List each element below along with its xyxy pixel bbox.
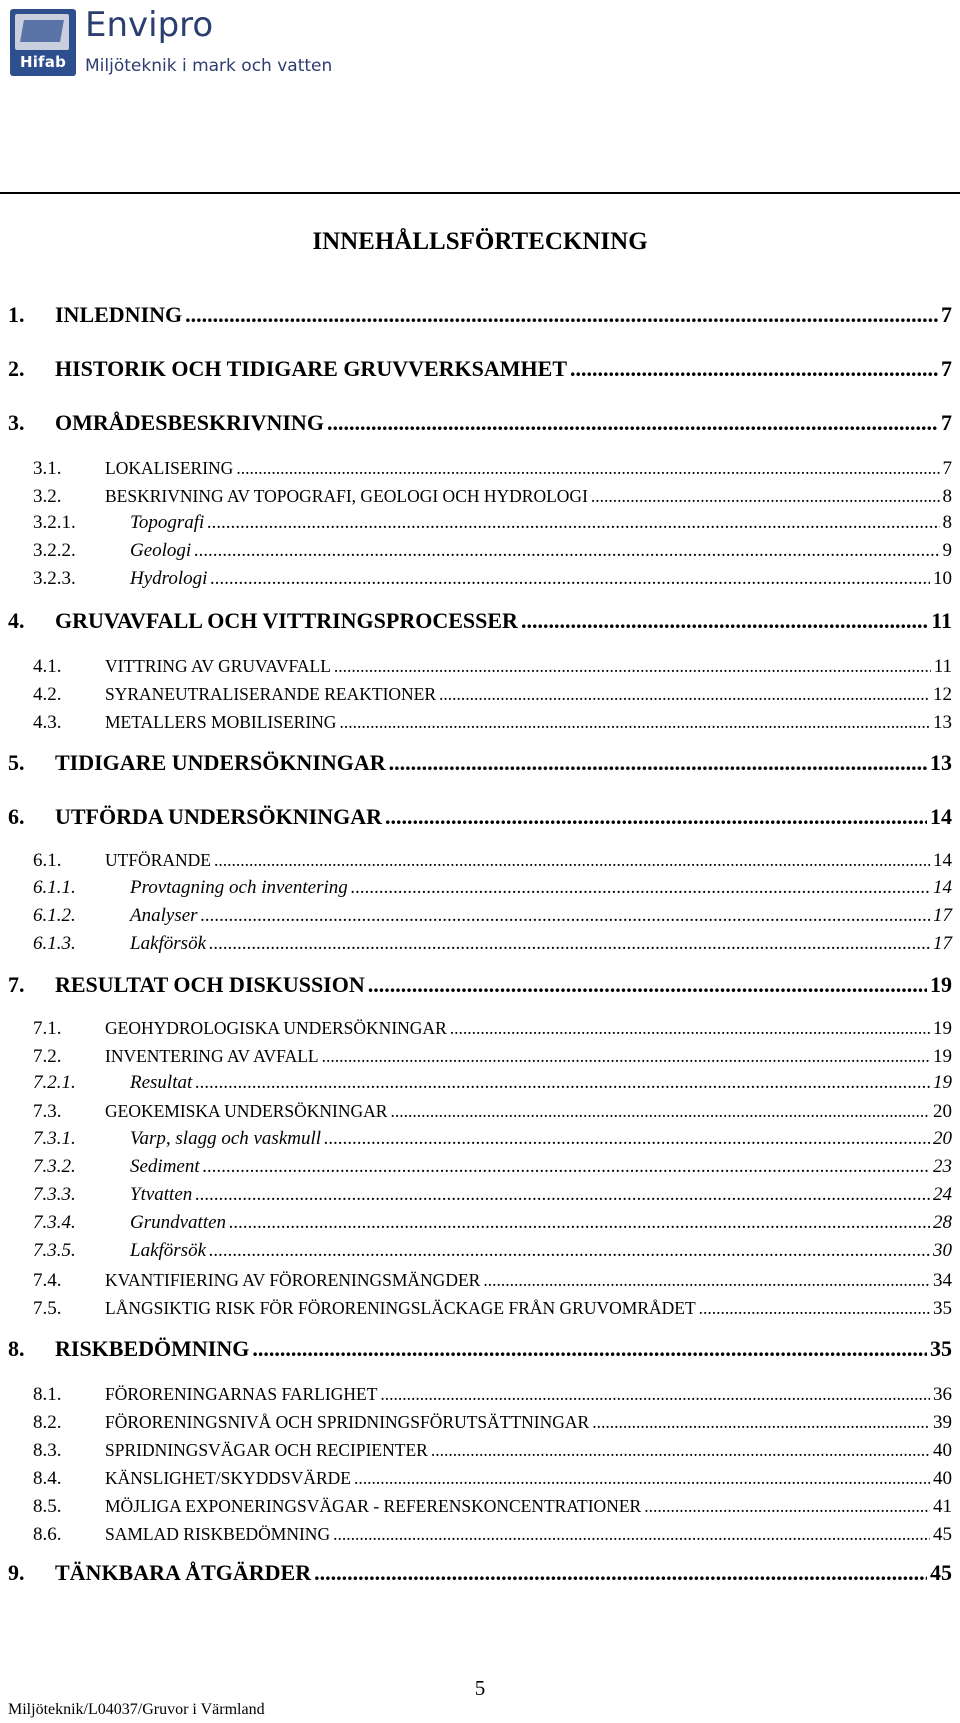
toc-entry-title: FÖRORENINGSNIVÅ OCH SPRIDNINGSFÖRUTSÄTTNINGAR <box>105 1412 590 1432</box>
toc-entry-number: 1. <box>8 302 25 327</box>
toc-entry-5[interactable] <box>8 750 952 776</box>
brand-tagline: Miljöteknik i mark och vatten <box>85 56 333 76</box>
toc-entry-title: METALLERS MOBILISERING <box>105 712 337 732</box>
toc-entry-3-2[interactable] <box>8 486 952 508</box>
toc-entry-title: KÄNSLIGHET/SKYDDSVÄRDE <box>105 1468 351 1488</box>
toc-entry-title: KVANTIFIERING AV FÖRORENINGSMÄNGDER <box>105 1270 481 1290</box>
toc-leader-dots <box>327 410 938 436</box>
toc-entry-number: 8.1. <box>33 1384 62 1405</box>
toc-entry-8-4[interactable] <box>8 1468 952 1490</box>
toc-entry-page: 12 <box>933 684 952 705</box>
toc-entry-title: BESKRIVNING AV TOPOGRAFI, GEOLOGI OCH HYDROLOGI <box>105 486 588 506</box>
toc-entry-number: 3. <box>8 410 25 435</box>
toc-entry-8-2[interactable] <box>8 1412 952 1434</box>
toc-entry-page: 7 <box>941 356 952 381</box>
toc-leader-dots <box>390 1101 930 1122</box>
toc-leader-dots <box>483 1270 930 1291</box>
toc-entry-number: 7.1. <box>33 1018 62 1039</box>
toc-entry-number: 7.3.1. <box>33 1128 76 1149</box>
toc-entry-1[interactable] <box>8 302 952 328</box>
toc-entry-number: 7.3.4. <box>33 1212 76 1233</box>
toc-entry-7-3[interactable] <box>8 1101 952 1123</box>
toc-entry-number: 8. <box>8 1336 25 1361</box>
toc-entry-title: INLEDNING <box>55 302 183 327</box>
toc-entry-title: Analyser <box>130 905 198 926</box>
toc-entry-page: 45 <box>930 1560 952 1585</box>
toc-leader-dots <box>210 568 930 590</box>
toc-entry-title: SPRIDNINGSVÄGAR OCH RECIPIENTER <box>105 1440 428 1460</box>
toc-entry-4-3[interactable] <box>8 712 952 734</box>
toc-entry-7-4[interactable] <box>8 1270 952 1292</box>
toc-entry-6[interactable] <box>8 804 952 830</box>
toc-entry-page: 14 <box>933 877 952 898</box>
toc-entry-2[interactable] <box>8 356 952 382</box>
toc-entry-number: 2. <box>8 356 25 381</box>
toc-entry-number: 8.5. <box>33 1496 62 1517</box>
toc-entry-4-2[interactable] <box>8 684 952 706</box>
toc-entry-7-3-3[interactable] <box>8 1184 952 1206</box>
toc-leader-dots <box>214 850 930 871</box>
toc-leader-dots <box>699 1298 930 1319</box>
toc-entry-page: 40 <box>933 1440 952 1461</box>
toc-entry-page: 13 <box>933 712 952 733</box>
toc-entry-page: 34 <box>933 1270 952 1291</box>
toc-entry-page: 14 <box>933 850 952 871</box>
toc-entry-8-3[interactable] <box>8 1440 952 1462</box>
toc-entry-number: 8.4. <box>33 1468 62 1489</box>
toc-entry-title: Lakförsök <box>130 1240 206 1261</box>
toc-entry-number: 6. <box>8 804 25 829</box>
toc-entry-number: 3.2.1. <box>33 512 76 533</box>
toc-entry-title: Varp, slagg och vaskmull <box>130 1128 322 1149</box>
toc-entry-number: 7.2.1. <box>33 1072 76 1093</box>
toc-leader-dots <box>380 1384 930 1405</box>
toc-entry-number: 7.4. <box>33 1270 62 1291</box>
toc-entry-title: Sediment <box>130 1156 200 1177</box>
toc-entry-page: 39 <box>933 1412 952 1433</box>
toc-entry-page: 10 <box>933 568 952 589</box>
toc-entry-7-2-1[interactable] <box>8 1072 952 1094</box>
toc-entry-page: 41 <box>933 1496 952 1517</box>
toc-entry-number: 9. <box>8 1560 25 1585</box>
toc-entry-title: TIDIGARE UNDERSÖKNINGAR <box>55 750 386 775</box>
toc-entry-7-3-4[interactable] <box>8 1212 952 1234</box>
toc-leader-dots <box>207 512 939 534</box>
toc-leader-dots <box>333 1524 930 1545</box>
toc-entry-title: GRUVAVFALL OCH VITTRINGSPROCESSER <box>55 608 518 633</box>
toc-entry-7[interactable] <box>8 972 952 998</box>
toc-entry-title: RISKBEDÖMNING <box>55 1336 250 1361</box>
toc-leader-dots <box>368 972 927 998</box>
toc-leader-dots <box>592 1412 930 1433</box>
toc-entry-page: 9 <box>942 540 952 561</box>
toc-leader-dots <box>236 458 939 479</box>
toc-entry-title: UTFÖRANDE <box>105 850 211 870</box>
toc-leader-dots <box>322 1046 930 1067</box>
toc-entry-page: 19 <box>933 1072 952 1093</box>
toc-entry-page: 7 <box>941 410 952 435</box>
toc-leader-dots <box>201 905 930 927</box>
toc-entry-8[interactable] <box>8 1336 952 1362</box>
toc-entry-number: 8.6. <box>33 1524 62 1545</box>
toc-entry-7-3-1[interactable] <box>8 1128 952 1150</box>
toc-leader-dots <box>351 877 930 899</box>
toc-entry-9[interactable] <box>8 1560 952 1586</box>
toc-entry-page: 17 <box>933 933 952 954</box>
toc-leader-dots <box>521 608 928 634</box>
toc-entry-page: 11 <box>931 608 952 633</box>
toc-entry-title: Lakförsök <box>130 933 206 954</box>
toc-entry-7-3-5[interactable] <box>8 1240 952 1262</box>
toc-entry-number: 8.3. <box>33 1440 62 1461</box>
page-number: 5 <box>474 1676 486 1700</box>
toc-entry-page: 11 <box>933 656 952 677</box>
toc-entry-page: 7 <box>941 302 952 327</box>
toc-entry-6-1-3[interactable] <box>8 933 952 955</box>
toc-entry-number: 5. <box>8 750 25 775</box>
toc-entry-page: 8 <box>942 512 952 533</box>
toc-entry-title: GEOKEMISKA UNDERSÖKNINGAR <box>105 1101 388 1121</box>
toc-leader-dots <box>339 712 930 733</box>
toc-entry-number: 7.5. <box>33 1298 62 1319</box>
toc-entry-page: 19 <box>933 1046 952 1067</box>
toc-entry-page: 19 <box>933 1018 952 1039</box>
toc-entry-title: VITTRING AV GRUVAVFALL <box>105 656 331 676</box>
toc-entry-page: 28 <box>933 1212 952 1233</box>
toc-entry-title: HISTORIK OCH TIDIGARE GRUVVERKSAMHET <box>55 356 568 381</box>
toc-entry-page: 30 <box>933 1240 952 1261</box>
toc-entry-title: TÄNKBARA ÅTGÄRDER <box>55 1560 312 1585</box>
toc-entry-7-2[interactable] <box>8 1046 952 1068</box>
toc-entry-3-2-2[interactable] <box>8 540 952 562</box>
toc-entry-3[interactable] <box>8 410 952 436</box>
toc-entry-title: FÖRORENINGARNAS FARLIGHET <box>105 1384 378 1404</box>
toc-leader-dots <box>209 933 930 955</box>
toc-entry-page: 35 <box>930 1336 952 1361</box>
header-divider <box>0 192 960 194</box>
toc-entry-number: 4. <box>8 608 25 633</box>
toc-entry-3-2-3[interactable] <box>8 568 952 590</box>
toc-entry-title: LOKALISERING <box>105 458 234 478</box>
toc-leader-dots <box>389 750 927 776</box>
toc-leader-dots <box>354 1468 930 1489</box>
toc-entry-8-6[interactable] <box>8 1524 952 1546</box>
toc-entry-6-1-1[interactable] <box>8 877 952 899</box>
toc-entry-number: 3.2.3. <box>33 568 76 589</box>
toc-entry-title: INVENTERING AV AVFALL <box>105 1046 319 1066</box>
toc-entry-number: 4.2. <box>33 684 62 705</box>
hifab-logo-badge <box>10 9 76 76</box>
toc-entry-page: 20 <box>933 1128 952 1149</box>
toc-entry-3-2-1[interactable] <box>8 512 952 534</box>
toc-leader-dots <box>314 1560 927 1586</box>
toc-leader-dots <box>195 1184 930 1206</box>
toc-entry-page: 20 <box>933 1101 952 1122</box>
toc-entry-page: 35 <box>933 1298 952 1319</box>
toc-title: INNEHÅLLSFÖRTECKNING <box>312 228 648 255</box>
toc-entry-number: 4.1. <box>33 656 62 677</box>
toc-entry-6-1-2[interactable] <box>8 905 952 927</box>
toc-entry-page: 40 <box>933 1468 952 1489</box>
toc-entry-page: 19 <box>930 972 952 997</box>
toc-entry-page: 24 <box>933 1184 952 1205</box>
toc-leader-dots <box>439 684 930 705</box>
toc-leader-dots <box>431 1440 930 1461</box>
toc-entry-7-5[interactable] <box>8 1298 952 1320</box>
toc-entry-3-1[interactable] <box>8 458 952 480</box>
toc-entry-6-1[interactable] <box>8 850 952 872</box>
toc-entry-number: 6.1.1. <box>33 877 76 898</box>
toc-entry-number: 4.3. <box>33 712 62 733</box>
toc-entry-number: 6.1.2. <box>33 905 76 926</box>
toc-leader-dots <box>334 656 931 677</box>
toc-entry-number: 7.3.5. <box>33 1240 76 1261</box>
toc-entry-page: 45 <box>933 1524 952 1545</box>
toc-entry-title: MÖJLIGA EXPONERINGSVÄGAR - REFERENSKONCENTRATIONER <box>105 1496 642 1516</box>
toc-entry-number: 8.2. <box>33 1412 62 1433</box>
toc-entry-7-1[interactable] <box>8 1018 952 1040</box>
toc-entry-8-1[interactable] <box>8 1384 952 1406</box>
toc-entry-number: 7.2. <box>33 1046 62 1067</box>
brand-name: Envipro <box>85 5 214 45</box>
toc-leader-dots <box>324 1128 930 1150</box>
toc-leader-dots <box>209 1240 930 1262</box>
toc-entry-4-1[interactable] <box>8 656 952 678</box>
toc-entry-page: 13 <box>930 750 952 775</box>
toc-entry-page: 23 <box>933 1156 952 1177</box>
toc-leader-dots <box>591 486 940 507</box>
toc-entry-page: 17 <box>933 905 952 926</box>
document-reference: Miljöteknik/L04037/Gruvor i Värmland <box>8 1701 265 1718</box>
toc-entry-title: Ytvatten <box>130 1184 193 1205</box>
toc-entry-number: 3.2. <box>33 486 62 507</box>
toc-leader-dots <box>194 540 939 562</box>
toc-entry-title: GEOHYDROLOGISKA UNDERSÖKNINGAR <box>105 1018 447 1038</box>
toc-entry-title: SAMLAD RISKBEDÖMNING <box>105 1524 331 1544</box>
toc-entry-number: 7.3. <box>33 1101 62 1122</box>
toc-entry-title: Hydrologi <box>130 568 208 589</box>
toc-entry-title: LÅNGSIKTIG RISK FÖR FÖRORENINGSLÄCKAGE FRÅN GRUVOMRÅDET <box>105 1298 696 1318</box>
toc-entry-number: 3.2.2. <box>33 540 76 561</box>
toc-entry-7-3-2[interactable] <box>8 1156 952 1178</box>
toc-entry-title: Topografi <box>130 512 205 533</box>
toc-entry-number: 6.1. <box>33 850 62 871</box>
toc-leader-dots <box>644 1496 930 1517</box>
toc-entry-title: Grundvatten <box>130 1212 227 1233</box>
toc-leader-dots <box>570 356 938 382</box>
toc-entry-title: RESULTAT OCH DISKUSSION <box>55 972 365 997</box>
toc-entry-number: 6.1.3. <box>33 933 76 954</box>
toc-entry-title: Resultat <box>130 1072 193 1093</box>
toc-leader-dots <box>229 1212 930 1234</box>
toc-leader-dots <box>203 1156 930 1178</box>
toc-entry-title: OMRÅDESBESKRIVNING <box>55 410 324 435</box>
toc-entry-number: 7.3.3. <box>33 1184 76 1205</box>
logo-emblem-icon <box>15 14 69 50</box>
toc-leader-dots <box>252 1336 927 1362</box>
toc-entry-page: 14 <box>930 804 952 829</box>
toc-entry-4[interactable] <box>8 608 952 634</box>
toc-entry-page: 36 <box>933 1384 952 1405</box>
toc-entry-number: 7. <box>8 972 25 997</box>
toc-leader-dots <box>385 804 927 830</box>
logo-badge-text: Hifab <box>19 53 67 71</box>
toc-entry-title: SYRANEUTRALISERANDE REAKTIONER <box>105 684 437 704</box>
toc-entry-title: UTFÖRDA UNDERSÖKNINGAR <box>55 804 382 829</box>
toc-leader-dots <box>195 1072 930 1094</box>
toc-entry-page: 8 <box>942 486 952 507</box>
toc-entry-number: 7.3.2. <box>33 1156 76 1177</box>
toc-entry-title: Provtagning och inventering <box>130 877 348 898</box>
toc-entry-8-5[interactable] <box>8 1496 952 1518</box>
toc-leader-dots <box>185 302 938 328</box>
toc-entry-title: Geologi <box>130 540 192 561</box>
toc-leader-dots <box>450 1018 930 1039</box>
toc-entry-number: 3.1. <box>33 458 62 479</box>
toc-entry-page: 7 <box>942 458 952 479</box>
